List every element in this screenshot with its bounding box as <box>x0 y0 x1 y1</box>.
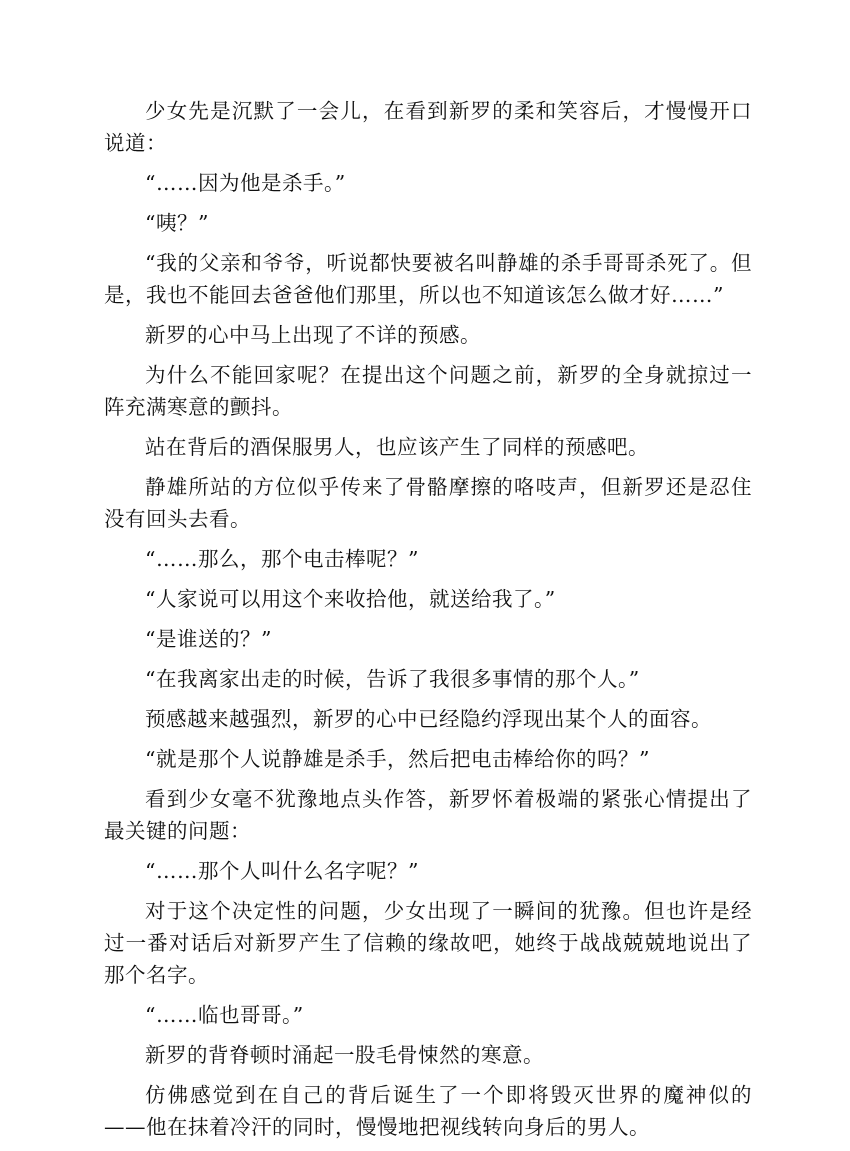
paragraph: “……因为他是杀手。” <box>145 171 346 195</box>
paragraph: 静雄所站的方位似乎传来了骨骼摩擦的咯吱声，但新罗还是忍住没有回头去看。 <box>104 475 752 531</box>
paragraph: 看到少女毫不犹豫地点头作答，新罗怀着极端的紧张心情提出了最关键的问题： <box>104 787 752 843</box>
paragraph: “人家说可以用这个来收拾他，就送给我了。” <box>145 587 556 611</box>
paragraph: 少女先是沉默了一会儿，在看到新罗的柔和笑容后，才慢慢开口说道： <box>104 99 752 155</box>
paragraph: “……那个人叫什么名字呢？” <box>145 859 419 883</box>
paragraph: 站在背后的酒保服男人，也应该产生了同样的预感吧。 <box>145 435 649 459</box>
paragraph: “我的父亲和爷爷，听说都快要被名叫静雄的杀手哥哥杀死了。但是，我也不能回去爸爸他们那里，所以也不知道该怎么做才好……” <box>104 251 752 307</box>
paragraph: 新罗的背脊顿时涌起一股毛骨悚然的寒意。 <box>145 1043 544 1067</box>
paragraph: “就是那个人说静雄是杀手，然后把电击棒给你的吗？” <box>145 747 650 771</box>
paragraph: 对于这个决定性的问题，少女出现了一瞬间的犹豫。但也许是经过一番对话后对新罗产生了信赖的缘故吧，她终于战战兢兢地说出了那个名字。 <box>104 899 752 987</box>
paragraph: “是谁送的？” <box>145 627 272 651</box>
paragraph: 仿佛感觉到在自己的背后诞生了一个即将毁灭世界的魔神似的——他在抹着冷汗的同时，慢慢地把视线转向身后的男人。 <box>104 1083 752 1139</box>
paragraph: 预感越来越强烈，新罗的心中已经隐约浮现出某个人的面容。 <box>145 707 712 731</box>
document-page <box>104 95 752 1151</box>
paragraph: “……那么，那个电击棒呢？” <box>145 547 419 571</box>
paragraph: 新罗的心中马上出现了不详的预感。 <box>145 323 481 347</box>
paragraph: “……临也哥哥。” <box>145 1003 304 1027</box>
paragraph: “咦？” <box>145 211 209 235</box>
paragraph: “在我离家出走的时候，告诉了我很多事情的那个人。” <box>145 667 640 691</box>
paragraph: 为什么不能回家呢？在提出这个问题之前，新罗的全身就掠过一阵充满寒意的颤抖。 <box>104 363 752 419</box>
